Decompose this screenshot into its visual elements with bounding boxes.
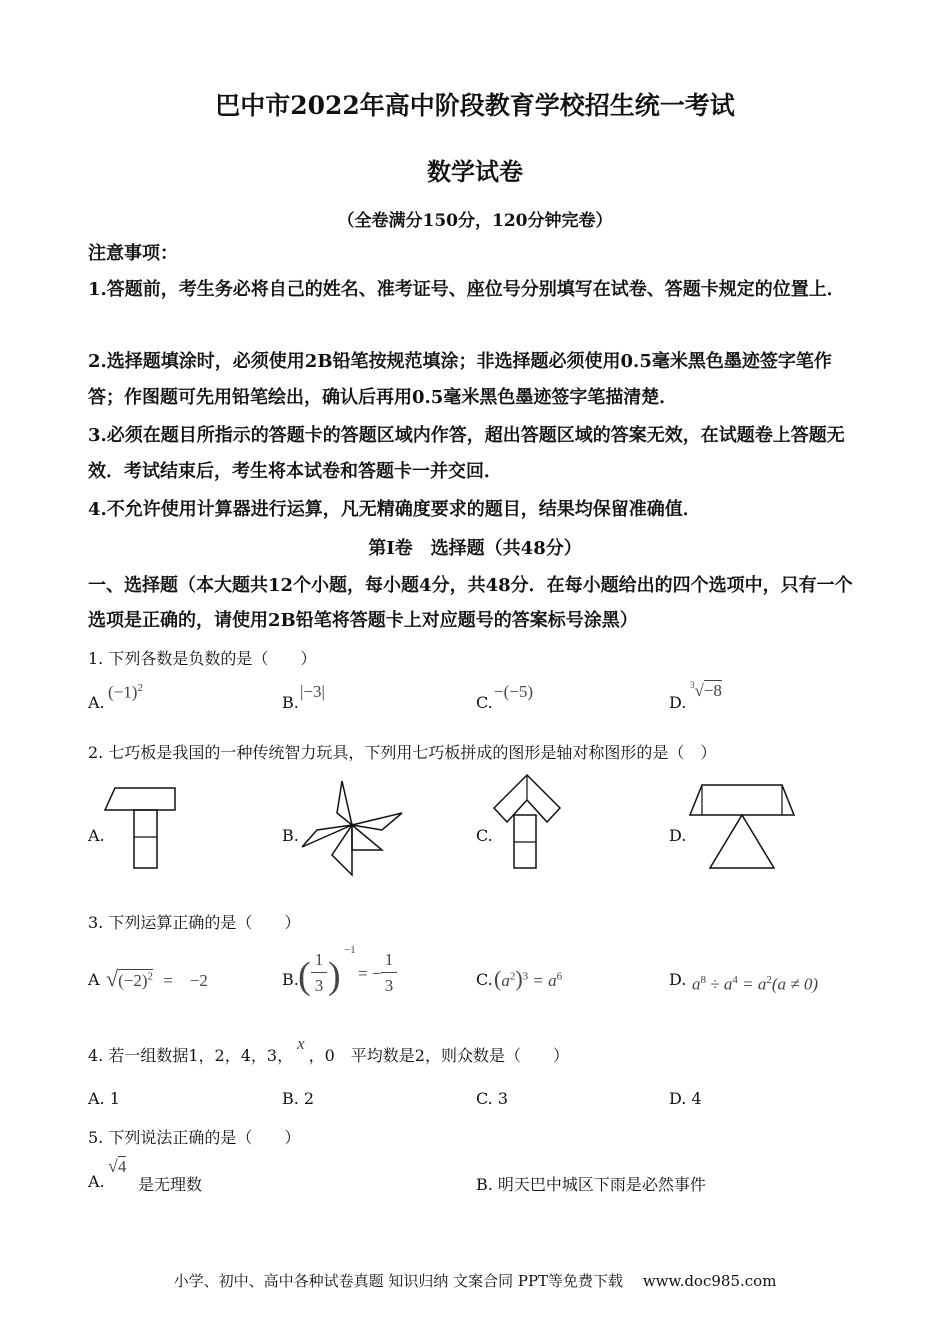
q3-option-a-expr: $√(-2)^2$ = −2 [106,966,208,991]
question-3-stem: 3. 下列运算正确的是（ ） [88,913,301,932]
q2-option-c-label: C. [476,826,493,845]
q2-option-b-label: B. [282,826,299,845]
q1-option-d-label: D. [669,693,687,712]
q2-option-d-label: D. [669,826,687,845]
q4-option-c: C. 3 [476,1089,509,1108]
full-mark-note: （全卷满分150分，120分钟完卷） [337,211,613,231]
q1-option-b-expr: |−3| [300,682,325,701]
q1-option-c-expr: −(−5) [494,682,533,701]
exam-title: 巴中市2022年高中阶段教育学校招生统一考试 [215,91,735,120]
q4-variable-x: x [297,1034,305,1053]
q1-option-a-expr: $(-1)^2$ [108,682,143,702]
q5-option-b: B. 明天巴中城区下雨是必然事件 [476,1175,706,1194]
q4-option-b: B. 2 [282,1089,315,1108]
q3-option-a-label: A [88,970,100,989]
q2-option-a-label: A. [88,826,105,845]
q5-option-a-expr: √4 [108,1156,127,1176]
question-4-stem: 4. 若一组数据1，2，4，3，x，0 平均数是2，则众数是（ ） [88,1034,569,1065]
q3-option-d-expr: $a^8 \div a^4 = a^2(a \ne 0)$ [692,974,818,994]
question-5-stem: 5. 下列说法正确的是（ ） [88,1128,301,1147]
section-intro: 一、选择题（本大题共12个小题，每小题4分，共48分．在每小题给出的四个选项中，只有一个选项是正确的，请使用2B铅笔将答题卡上对应题号的答案标号涂黑） [88,575,853,631]
q4-option-d: D. 4 [669,1089,702,1108]
tangram-figure-a [100,780,180,875]
q3-option-b-label: B. [282,970,299,989]
question-1-stem: 1. 下列各数是负数的是（ ） [88,649,317,668]
notice-item-3: 3.必须在题目所指示的答题卡的答题区域内作答，超出答题区域的答案无效，在试题卷上答题无效．考试结束后，考生将本试卷和答题卡一并交回． [88,425,845,482]
q4-option-a: A. 1 [88,1089,120,1108]
tangram-figure-b [297,775,407,880]
q1-option-c-label: C. [476,693,493,712]
q1-option-d-expr: $^3$√−8 [690,680,722,700]
question-2-stem: 2. 七巧板是我国的一种传统智力玩具，下列用七巧板拼成的图形是轴对称图形的是（ ） [88,743,717,762]
tangram-figure-c [492,770,562,875]
notice-heading: 注意事项： [88,243,178,264]
exam-subtitle: 数学试卷 [427,157,523,186]
q5-option-a-label: A. [88,1172,105,1191]
q3-option-c-expr: $(a^2)^3 = a^6$ [494,966,563,991]
q1-option-a-label: A. [88,693,105,712]
q3-option-c-label: C. [476,970,493,989]
q3-option-d-label: D. [669,970,687,989]
section-heading: 第Ⅰ卷 选择题（共48分） [368,538,582,559]
notice-item-4: 4.不允许使用计算器进行运算，凡无精确度要求的题目，结果均保留准确值． [88,499,701,520]
page-footer: 小学、初中、高中各种试卷真题 知识归纳 文案合同 PPT等免费下载 www.doc985.com [173,1272,777,1290]
q1-option-b-label: B. [282,693,299,712]
notice-item-2: 2.选择题填涂时，必须使用2B铅笔按规范填涂；非选择题必须使用0.5毫米黑色墨迹签字笔作答；作图题可先用铅笔绘出，确认后再用0.5毫米黑色墨迹签字笔描清楚． [88,351,832,408]
tangram-figure-d [688,780,798,875]
notice-item-1: 1.答题前，考生务必将自己的姓名、准考证号、座位号分别填写在试卷、答题卡规定的位置上． [88,279,845,300]
q5-option-a-text: 是无理数 [138,1175,203,1194]
